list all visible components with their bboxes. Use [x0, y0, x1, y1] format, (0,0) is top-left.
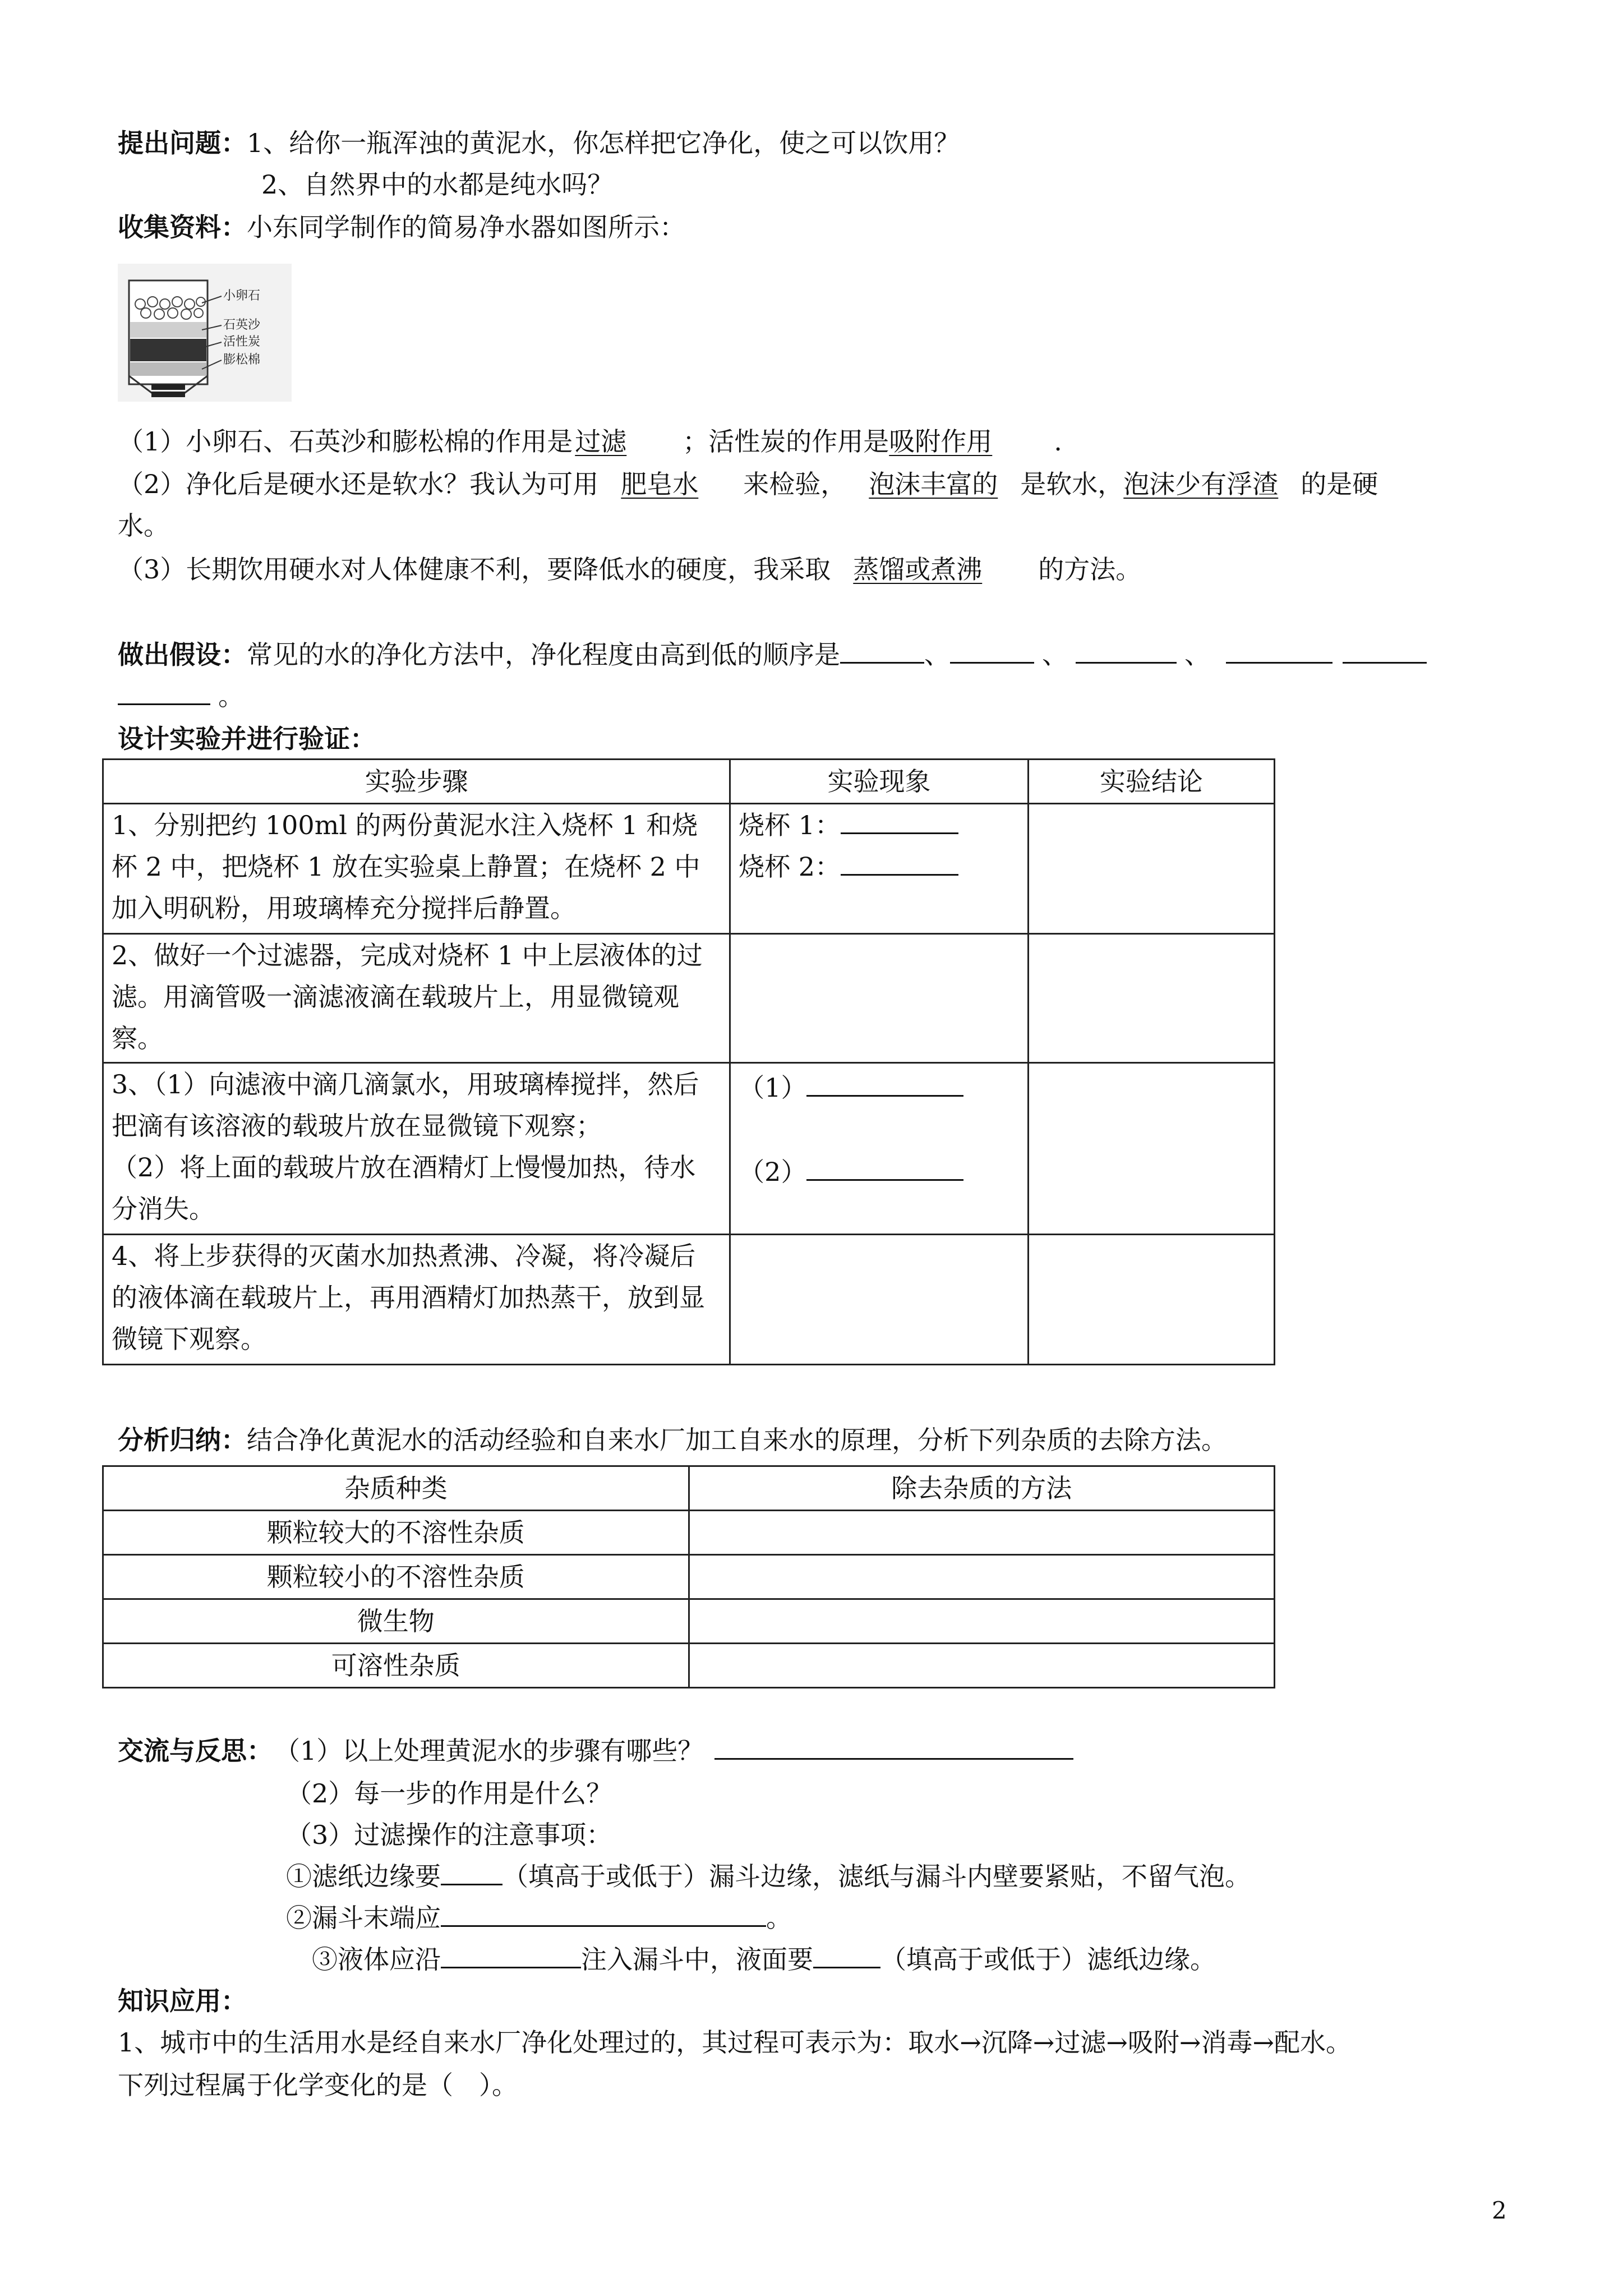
reflect-q3a-text-2: （填高于或低于）漏斗边缘，滤纸与漏斗内壁要紧贴，不留气泡。: [502, 1861, 1251, 1892]
experiment-header-row: [103, 760, 1275, 804]
step-3-part-2: （2）将上面的载玻片放在酒精灯上慢慢加热，待水分消失。: [112, 1152, 696, 1224]
analysis-text: 结合净化黄泥水的活动经验和自来水厂加工自来水的原理，分析下列杂质的去除方法。: [247, 1425, 1227, 1455]
item-3-end: 的方法。: [1038, 554, 1142, 585]
experiment-row-2: [103, 934, 1275, 1063]
impurity-type: 颗粒较大的不溶性杂质: [103, 1511, 689, 1555]
item-2-cont: 水。: [118, 510, 169, 541]
apply-label: 知识应用：: [118, 1986, 247, 2016]
analysis-line: [118, 1425, 1227, 1456]
step-1: 1、分别把约 100ml 的两份黄泥水注入烧杯 1 和烧杯 2 中，把烧杯 1 放在实验桌上静置；在烧杯 2 中加入明矾粉，用玻璃棒充分搅拌后静置。: [103, 804, 730, 934]
experiment-table: [102, 758, 1275, 1365]
observation-2[interactable]: [730, 934, 1029, 1063]
conclusion-1[interactable]: [1028, 804, 1274, 934]
hypothesis-line: [118, 639, 1427, 670]
apply-p1: 1、城市中的生活用水是经自来水厂净化处理过的，其过程可表示为：取水→沉降→过滤→吸附→消毒→配水。: [118, 2027, 1352, 2058]
removal-method-cell[interactable]: [689, 1555, 1275, 1599]
collect-text: 小东同学制作的简易净水器如图所示：: [247, 212, 685, 242]
reflect-q3a-text: ①滤纸边缘要: [286, 1861, 441, 1892]
fig-label-carbon: 活性炭: [223, 335, 261, 349]
analysis-label: 分析归纳：: [118, 1425, 247, 1455]
reflect-q3c-text-2: 注入漏斗中，液面要: [581, 1944, 813, 1975]
observation-1: [730, 804, 1029, 934]
observation-3: [730, 1063, 1029, 1235]
impurity-row: [103, 1644, 1275, 1688]
reflect-blank-2[interactable]: [441, 1861, 502, 1885]
step-4: 4、将上步获得的灭菌水加热煮沸、冷凝，将冷凝后的液体滴在载玻片上，再用酒精灯加热蒸干，放到显微镜下观察。: [103, 1235, 730, 1365]
step-3: [103, 1063, 730, 1235]
obs-3-2-label: （2）: [739, 1157, 807, 1187]
reflect-q3c-text-3: （填高于或低于）滤纸边缘。: [880, 1944, 1216, 1975]
reflect-q3c-text: ③液体应沿: [312, 1944, 441, 1975]
item-3-text: （3）长期饮用硬水对人体健康不利，要降低水的硬度，我采取: [118, 554, 831, 585]
impurity-type: 颗粒较小的不溶性杂质: [103, 1555, 689, 1599]
experiment-row-4: [103, 1235, 1275, 1365]
reflect-q3b-text: ②漏斗末端应: [286, 1903, 441, 1933]
fig-label-cotton: 膨松棉: [223, 353, 261, 367]
blank-1[interactable]: [840, 639, 924, 664]
question-line-1: [118, 128, 960, 159]
blank-6[interactable]: [118, 681, 210, 705]
item-2: [118, 469, 1378, 500]
item-3: [118, 554, 1141, 585]
item-1-text-2: ；活性炭的作用是: [683, 426, 889, 457]
page-number: 2: [1492, 2197, 1507, 2224]
step-3-part-1: 3、（1）向滤液中滴几滴氯水，用玻璃棒搅拌，然后把滴有该溶液的载玻片放在显微镜下观察；: [112, 1069, 699, 1141]
conclusion-2[interactable]: [1028, 934, 1274, 1063]
impurity-type: 可溶性杂质: [103, 1644, 689, 1688]
sep-2: 、: [1042, 639, 1068, 670]
sep-1: 、: [924, 639, 950, 670]
design-label: 设计实验并进行验证：: [118, 724, 376, 754]
reflect-q2: （2）每一步的作用是什么？: [286, 1778, 612, 1809]
removal-method-cell[interactable]: [689, 1599, 1275, 1644]
hypothesis-label: 做出假设：: [118, 639, 247, 670]
reflect-q1: （1）以上处理黄泥水的步骤有哪些？: [287, 1736, 704, 1766]
reflect-blank-4[interactable]: [441, 1944, 581, 1968]
reflect-blank-3[interactable]: [441, 1903, 766, 1927]
experiment-row-1: [103, 804, 1275, 934]
blank-5[interactable]: [1343, 639, 1427, 664]
sep-3: 、: [1184, 639, 1210, 670]
reflect-blank-5[interactable]: [813, 1944, 880, 1968]
hypothesis-text: 常见的水的净化方法中，净化程度由高到低的顺序是: [247, 639, 840, 670]
fig-label-sand: 石英沙: [223, 318, 261, 332]
experiment-row-3: [103, 1063, 1275, 1235]
obs-beaker-1: 烧杯 1：: [739, 810, 841, 840]
header-step: 实验步骤: [103, 760, 730, 804]
header-removal-method: 除去杂质的方法: [689, 1466, 1275, 1511]
impurity-row: [103, 1599, 1275, 1644]
blank-2[interactable]: [950, 639, 1034, 664]
question-2: 2、自然界中的水都是纯水吗？: [261, 169, 614, 200]
fig-label-pebble: 小卵石: [223, 289, 261, 303]
hypothesis-end: 。: [218, 681, 244, 711]
item-2-text-3: 是软水，: [1020, 469, 1124, 499]
reflect-q3b: [286, 1903, 792, 1934]
reflect-blank-1[interactable]: [714, 1736, 1073, 1760]
obs-3-blank-2[interactable]: [806, 1157, 963, 1181]
blank-3[interactable]: [1076, 639, 1177, 664]
header-impurity-type: 杂质种类: [103, 1466, 689, 1511]
observation-4[interactable]: [730, 1235, 1029, 1365]
collect-label: 收集资料：: [118, 212, 247, 242]
item-3-answer: 蒸馏或煮沸: [853, 554, 983, 585]
reflect-line-1: [118, 1736, 1073, 1766]
reflect-q3a: [286, 1861, 1251, 1892]
question-1: 1、给你一瓶浑浊的黄泥水，你怎样把它净化，使之可以饮用？: [247, 128, 960, 158]
item-1-answer-1: 过滤: [575, 426, 627, 457]
water-filter-diagram: [118, 264, 292, 402]
reflect-label: 交流与反思：: [118, 1736, 273, 1766]
question-label: 提出问题：: [118, 128, 247, 158]
obs-blank-2[interactable]: [841, 852, 958, 876]
header-conclusion: 实验结论: [1028, 760, 1274, 804]
step-2: 2、做好一个过滤器，完成对烧杯 1 中上层液体的过滤。用滴管吸一滴滤液滴在载玻片上，用显微镜观察。: [103, 934, 730, 1063]
conclusion-3[interactable]: [1028, 1063, 1274, 1235]
item-2-answer-3: 泡沫少有浮渣: [1123, 469, 1279, 499]
reflect-q3b-end: 。: [766, 1903, 792, 1933]
apply-p2: 下列过程属于化学变化的是（ ）。: [118, 2070, 518, 2100]
item-2-text-4: 的是硬: [1301, 469, 1378, 499]
removal-method-cell[interactable]: [689, 1644, 1275, 1688]
impurity-row: [103, 1555, 1275, 1599]
collect-line: [118, 212, 685, 243]
conclusion-4[interactable]: [1028, 1235, 1274, 1365]
item-1: [118, 426, 1062, 457]
reflect-q3: （3）过滤操作的注意事项：: [286, 1820, 612, 1850]
item-1-answer-2: 吸附作用: [889, 426, 993, 457]
item-2-answer-1: 肥皂水: [621, 469, 699, 499]
item-1-text: （1）小卵石、石英沙和膨松棉的作用是: [118, 426, 573, 457]
item-1-end: .: [1054, 426, 1062, 457]
item-2-text-2: 来检验，: [743, 469, 847, 499]
obs-3-blank-1[interactable]: [806, 1073, 963, 1097]
header-observation: 实验现象: [730, 760, 1029, 804]
obs-3-1-label: （1）: [739, 1073, 807, 1103]
impurity-row: [103, 1511, 1275, 1555]
water-filter-figure: [118, 264, 292, 402]
reflect-q3c: [312, 1944, 1216, 1975]
item-2-text: （2）净化后是硬水还是软水？我认为可用: [118, 469, 599, 499]
removal-method-cell[interactable]: [689, 1511, 1275, 1555]
impurity-type: 微生物: [103, 1599, 689, 1644]
hypothesis-line-2: [118, 681, 244, 712]
obs-blank-1[interactable]: [841, 810, 958, 834]
impurity-header-row: [103, 1466, 1275, 1511]
blank-4[interactable]: [1226, 639, 1332, 664]
item-2-answer-2: 泡沫丰富的: [869, 469, 998, 499]
impurity-table: [102, 1465, 1275, 1688]
obs-beaker-2: 烧杯 2：: [739, 852, 841, 882]
